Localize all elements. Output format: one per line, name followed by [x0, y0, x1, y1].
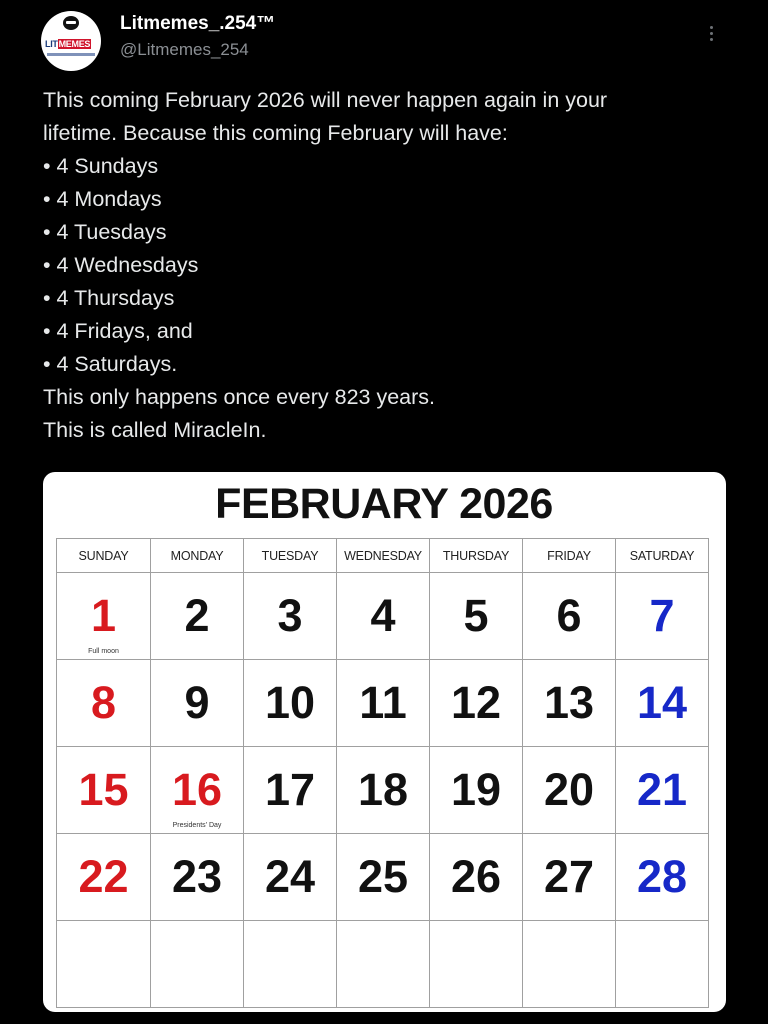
- week-row: [57, 660, 709, 747]
- avatar-logo-underline: [47, 53, 95, 56]
- avatar-logo: LITMEMES: [45, 39, 91, 49]
- day-cell: 21: [616, 747, 709, 834]
- day-cell: 20: [523, 747, 616, 834]
- empty-day-cell: [523, 921, 616, 1008]
- day-cell: 2: [151, 573, 244, 660]
- weekday-header: FRIDAY: [523, 539, 616, 573]
- day-cell: 8: [57, 660, 151, 747]
- weekday-header: MONDAY: [151, 539, 244, 573]
- day-cell: 13: [523, 660, 616, 747]
- day-cell: 3: [244, 573, 337, 660]
- day-cell: 28: [616, 834, 709, 921]
- calendar-grid: [56, 538, 709, 1008]
- day-cell: 16 Presidents' Day: [151, 747, 244, 834]
- mascot-icon: [63, 16, 79, 30]
- day-cell: 25: [337, 834, 430, 921]
- weekday-header: SUNDAY: [57, 539, 151, 573]
- post-text-line: This is called MiracleIn.: [43, 418, 267, 442]
- display-name[interactable]: Litmemes_.254™: [120, 13, 276, 34]
- day-cell: 11: [337, 660, 430, 747]
- day-cell: 5: [430, 573, 523, 660]
- day-cell: 1 Full moon: [57, 573, 151, 660]
- day-cell: 18: [337, 747, 430, 834]
- day-cell: 23: [151, 834, 244, 921]
- post-text-line: • 4 Fridays, and: [43, 319, 193, 343]
- day-cell: 7: [616, 573, 709, 660]
- day-cell: 26: [430, 834, 523, 921]
- calendar-title: FEBRUARY 2026: [215, 480, 553, 528]
- day-cell: 19: [430, 747, 523, 834]
- day-cell: 4: [337, 573, 430, 660]
- post-text-line: • 4 Wednesdays: [43, 253, 199, 277]
- week-row: [57, 747, 709, 834]
- weekday-header: SATURDAY: [616, 539, 709, 573]
- weekday-header-row: [57, 539, 709, 573]
- day-cell: 27: [523, 834, 616, 921]
- post-text-line: • 4 Tuesdays: [43, 220, 167, 244]
- avatar[interactable]: [41, 11, 101, 71]
- day-cell: 9: [151, 660, 244, 747]
- weekday-header: THURSDAY: [430, 539, 523, 573]
- full-moon-note: Full moon: [88, 648, 119, 655]
- post-text-line: • 4 Sundays: [43, 154, 159, 178]
- post-text-line: • 4 Saturdays.: [43, 352, 178, 376]
- day-cell: 14: [616, 660, 709, 747]
- week-row: [57, 921, 709, 1008]
- empty-day-cell: [151, 921, 244, 1008]
- day-cell: 12: [430, 660, 523, 747]
- empty-day-cell: [57, 921, 151, 1008]
- weekday-header: TUESDAY: [244, 539, 337, 573]
- more-options-icon[interactable]: [700, 20, 724, 48]
- day-cell: 10: [244, 660, 337, 747]
- empty-day-cell: [337, 921, 430, 1008]
- week-row: [57, 573, 709, 660]
- post-text-line: This only happens once every 823 years.: [43, 385, 436, 409]
- user-handle[interactable]: @Litmemes_254: [120, 40, 249, 59]
- empty-day-cell: [616, 921, 709, 1008]
- presidents-day-note: Presidents' Day: [172, 822, 222, 829]
- week-row: [57, 834, 709, 921]
- day-cell: 6: [523, 573, 616, 660]
- post-text-line: lifetime. Because this coming February will have:: [43, 121, 508, 145]
- day-cell: 24: [244, 834, 337, 921]
- empty-day-cell: [430, 921, 523, 1008]
- post-text-line: This coming February 2026 will never happen again in your: [43, 88, 608, 112]
- empty-day-cell: [244, 921, 337, 1008]
- day-cell: 22: [57, 834, 151, 921]
- post-text-line: • 4 Thursdays: [43, 286, 175, 310]
- day-cell: 15: [57, 747, 151, 834]
- post-text-line: • 4 Mondays: [43, 187, 162, 211]
- day-cell: 17: [244, 747, 337, 834]
- post-text: [43, 84, 743, 447]
- weekday-header: WEDNESDAY: [337, 539, 430, 573]
